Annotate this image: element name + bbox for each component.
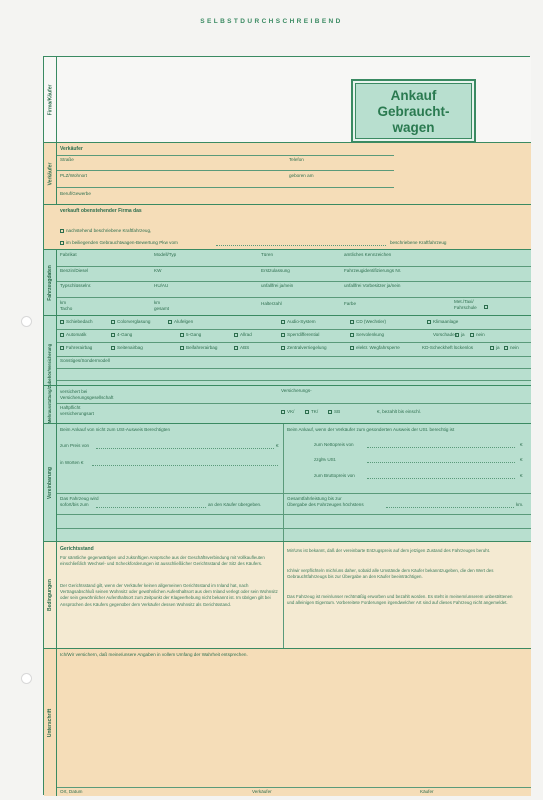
label-euro: € <box>520 473 523 478</box>
label-tueren: Türen <box>261 252 274 257</box>
checkbox-cd[interactable] <box>350 320 354 324</box>
label-fabrikat: Fabrikat <box>60 252 77 257</box>
label-fahrschule: Fahrschule <box>454 305 477 310</box>
label-ja: ja <box>496 345 500 350</box>
label-sb: SB <box>334 409 341 414</box>
conditions-left-p2: Der Gerichtsstand gilt, wenn der Verkäufer keinen allgemeinen Gerichtsstand im Inland hat, nach Vertragsabschluß seinen Wohnsitz oder gewöhnlichen Aufenthaltsort aus dem Inland verlegt oder sein Wohnsitz oder sein gewöhnlicher Aufenthaltsort zum Zeitpunkt der Klageerhebung nicht bekannt ist. Im übrigen gilt bei Ansprüchen des Käufers gegenüber dem Verkäufer dessen Wohnsitz als Gerichtsstand. <box>60 583 278 607</box>
section-label: Bedingungen <box>47 579 54 611</box>
section-vereinbarung <box>44 423 531 541</box>
label-schiebedach: Schiebedach <box>66 319 93 324</box>
checkbox-tk[interactable] <box>305 410 309 414</box>
section-bedingungen <box>44 541 531 648</box>
label-right-head: Beim Ankauf, wenn der Verkäufer zum gesonderten Ausweis der USt. berechtig ist <box>287 427 455 432</box>
label-km1: km <box>60 300 67 305</box>
checkbox-schiebedach[interactable] <box>60 320 64 324</box>
label-unfallfrei: unfallfrei ja/nein <box>261 283 294 288</box>
label-vk: VK/ <box>287 409 295 414</box>
gerichtsstand-heading: Gerichtsstand <box>60 546 94 552</box>
section-label: Fahrzeugdaten <box>47 264 53 301</box>
sold-heading: verkauft obenstehender Firma das <box>60 208 142 214</box>
label-km: km. <box>516 502 524 507</box>
checkbox-alufelgen[interactable] <box>168 320 172 324</box>
label-farbe: Farbe <box>344 301 357 306</box>
label-met: Met./Taxi/ <box>454 299 474 304</box>
checkbox-sb[interactable] <box>328 410 332 414</box>
label-nachstehend: nachstehend beschriebene Kraftfahrzeug, <box>66 228 152 233</box>
section-versicherung <box>44 385 531 423</box>
label-allrad: Allrad <box>240 332 252 337</box>
label-uebergeben: an den Käufer übergeben. <box>208 502 262 507</box>
checkbox-sperrdiff[interactable] <box>281 333 285 337</box>
section-unterschrift <box>44 648 531 796</box>
title-line2: Gebraucht- <box>377 104 450 119</box>
top-label: SELBSTDURCHSCHREIBEND <box>200 18 343 25</box>
label-versicherungsschein: Versicherungs- <box>281 388 312 393</box>
label-bewertung: im beiliegenden Gebrauchtwagen-Bewertung Pkw vom <box>66 240 178 245</box>
label-5gang: 5-Gang <box>186 332 202 337</box>
label-geboren: geboren am <box>289 173 314 178</box>
punch-hole <box>21 316 32 327</box>
label-telefon: Telefon <box>289 157 304 162</box>
label-uebergabe: Übergabe des Fahrzeuges höchstens <box>287 502 364 507</box>
label-sofort: sofort/bis zum <box>60 502 89 507</box>
label-zzgl: zzgl. <box>314 457 324 462</box>
section-label: Verkäufer <box>47 162 54 185</box>
label-fin: Fahrzeugidentifizierungs Nr. <box>344 268 402 273</box>
label-versicherungsart: versicherungsart <box>60 411 94 416</box>
label-ort-datum: Ort, Datum <box>60 789 83 794</box>
label-euro: € <box>520 442 523 447</box>
label-haftpflicht: Haftpflicht <box>60 405 81 410</box>
label-bezahlt: €, bezahlt bis einschl. <box>377 409 421 414</box>
label-typschluessel: Typschlüsselnr. <box>60 283 92 288</box>
section-verkaeufer <box>44 142 531 204</box>
checkbox-abs[interactable] <box>234 346 238 350</box>
label-brutto: zum Bruttopreis von <box>314 473 355 478</box>
label-fahrerairbag: Fahrerairbag <box>66 345 93 350</box>
checkbox-5gang[interactable] <box>180 333 184 337</box>
label-sonstiges: Sonstiges/Sondermodell <box>60 358 110 363</box>
label-tk: TK/ <box>311 409 319 414</box>
label-seitenairbag: Seitenairbag <box>117 345 143 350</box>
section-label: Firma/Käufer <box>47 84 53 115</box>
label-scheckheft: KD-Scheckheft lückenlos <box>422 345 474 350</box>
label-verkaeufer-sig: Verkäufer <box>252 789 272 794</box>
label-declaration: Ich/Wir versichern, daß meine/unsere Angaben in vollem Umfang der Wahrheit entsprechen. <box>60 652 248 657</box>
checkbox-allrad[interactable] <box>234 333 238 337</box>
checkbox-bewertung[interactable] <box>60 241 64 245</box>
label-vorbesitzer: unfallfrei Vorbesitzer ja/nein <box>344 283 401 288</box>
label-ja: ja <box>461 332 465 337</box>
label-beschrieben: beschriebene Kraftfahrzeug <box>390 240 447 245</box>
label-fahrzeug-wird: Das Fahrzeug wird <box>60 496 99 501</box>
checkbox-klima[interactable] <box>427 320 431 324</box>
purchase-form <box>43 56 530 795</box>
label-vorschaden: Vorschaden <box>433 332 458 337</box>
label-alufelgen: Alufelgen <box>174 319 194 324</box>
label-klima: Klimaanlage <box>433 319 459 324</box>
label-kw: KW <box>154 268 162 273</box>
checkbox-fahrerairbag[interactable] <box>60 346 64 350</box>
label-nein: nein <box>510 345 519 350</box>
label-gesellschaft: Versicherungsgesellschaft <box>60 395 114 400</box>
checkbox-automatik[interactable] <box>60 333 64 337</box>
label-beruf: Beruf/Gewerbe <box>60 191 91 196</box>
checkbox-scheckheft-ja[interactable] <box>490 346 494 350</box>
label-automatik: Automatik <box>66 332 87 337</box>
label-euro: € <box>520 457 523 462</box>
label-plz: PLZ/Wohnort <box>60 173 87 178</box>
label-wegfahrsperre: elektr. Wegfahrsperre <box>356 345 400 350</box>
section-label: Unterschrift <box>47 708 53 737</box>
section-fahrzeugdaten <box>44 249 531 315</box>
section-verkauft <box>44 204 531 249</box>
checkbox-scheckheft-nein[interactable] <box>504 346 508 350</box>
checkbox-nachstehend[interactable] <box>60 229 64 233</box>
label-zum-preis: zum Preis von <box>60 443 90 448</box>
label-colorverglasung: Colorverglasung <box>117 319 151 324</box>
title-line3: wagen <box>392 120 435 135</box>
label-gesamt: gesamt <box>154 306 170 311</box>
section-label: Mehrausstattung/Zubehör/Versicherung <box>47 343 53 423</box>
label-servolenkung: Servolenkung <box>356 332 385 337</box>
checkbox-vorschaden-nein[interactable] <box>470 333 474 337</box>
label-modell: Modell/Typ <box>154 252 177 257</box>
conditions-right-p3: Das Fahrzeug ist mein/unser rechtmäßig erworben und bezahlt worden. Es steht in meinem/unserem unbestrittenen und alleinigen Eigentum. Vorbereitete Forderungen irgendwelcher Art sind auf dieses Fahrzeug nicht angemeldet. <box>287 594 513 606</box>
label-kennzeichen: amtliches Kennzeichen <box>344 252 392 257</box>
label-beifahrerairbag: Beifahrerairbag <box>186 345 218 350</box>
checkbox-zentralverriegelung[interactable] <box>281 346 285 350</box>
label-audio: Audio-System <box>287 319 316 324</box>
label-halterzahl: Halterzahl <box>261 301 282 306</box>
label-ust: % USt. <box>322 457 337 462</box>
checkbox-servolenkung[interactable] <box>350 333 354 337</box>
label-versichert: versichert bei <box>60 389 88 394</box>
label-euro: € <box>276 443 279 448</box>
conditions-left-p1: Für sämtliche gegenwärtigen und zukünftigen Ansprüche aus der Geschäftsverbindung mit Vollkaufleuten einschließlich Wechsel- und Scheckforderungen ist ausschließlicher Gerichtsstand der Sitz des Käufers. <box>60 555 265 567</box>
checkbox-vorschaden-ja[interactable] <box>455 333 459 337</box>
conditions-right-p2: Ich/wir verpflichte/n mich/uns daher, sobald alle Umstände dem Käufer bekanntzugeben, die den Wert des Gebrauchtfahrzeugs bis zur Übergabe an den Käufer beeinträchtigen. <box>287 568 494 580</box>
title-line1: Ankauf <box>390 88 437 103</box>
punch-hole <box>21 673 32 684</box>
section-label: Vereinbarung <box>47 466 54 499</box>
label-erstzulassung: Erstzulassung <box>261 268 290 273</box>
label-zentralverriegelung: Zentralverriegelung <box>287 345 327 350</box>
label-abs: ABS <box>240 345 250 350</box>
label-left-head: Beim Ankauf von nicht zum USt-Ausweis Berechtigten <box>60 427 171 432</box>
checkbox-wegfahrsperre[interactable] <box>350 346 354 350</box>
label-tacho: Tacho <box>60 306 73 311</box>
label-hu: HU/AU <box>154 283 169 288</box>
label-benzin: Benzin/Diesel <box>60 268 89 273</box>
label-strasse: Straße <box>60 157 74 162</box>
label-cd: CD (Wechsler) <box>356 319 387 324</box>
seller-heading: Verkäufer <box>60 146 83 152</box>
label-netto: zum Nettopreis von <box>314 442 354 447</box>
checkbox-beifahrerairbag[interactable] <box>180 346 184 350</box>
checkbox-fahrschule[interactable] <box>484 305 488 309</box>
title-box <box>351 79 476 143</box>
label-kaeufer-sig: Käufer <box>420 789 434 794</box>
label-gesamt: Gesamtfahrleistung bis zur <box>287 496 342 501</box>
conditions-right-p1: Mir/Uns ist bekannt, daß der vereinbarte Entzugspreis auf dem jetzigen Zustand des Fahrzeuges beruht. <box>287 548 491 553</box>
label-km2: km <box>154 300 161 305</box>
label-4gang: 4-Gang <box>117 332 133 337</box>
checkbox-colorverglasung[interactable] <box>111 320 115 324</box>
checkbox-audio[interactable] <box>281 320 285 324</box>
signature-field[interactable] <box>57 661 531 786</box>
checkbox-seitenairbag[interactable] <box>111 346 115 350</box>
label-in-worten: in Worten € <box>60 460 84 465</box>
checkbox-4gang[interactable] <box>111 333 115 337</box>
checkbox-vk[interactable] <box>281 410 285 414</box>
label-sperrdiff: Sperrdifferential <box>287 332 320 337</box>
label-nein: nein <box>476 332 485 337</box>
